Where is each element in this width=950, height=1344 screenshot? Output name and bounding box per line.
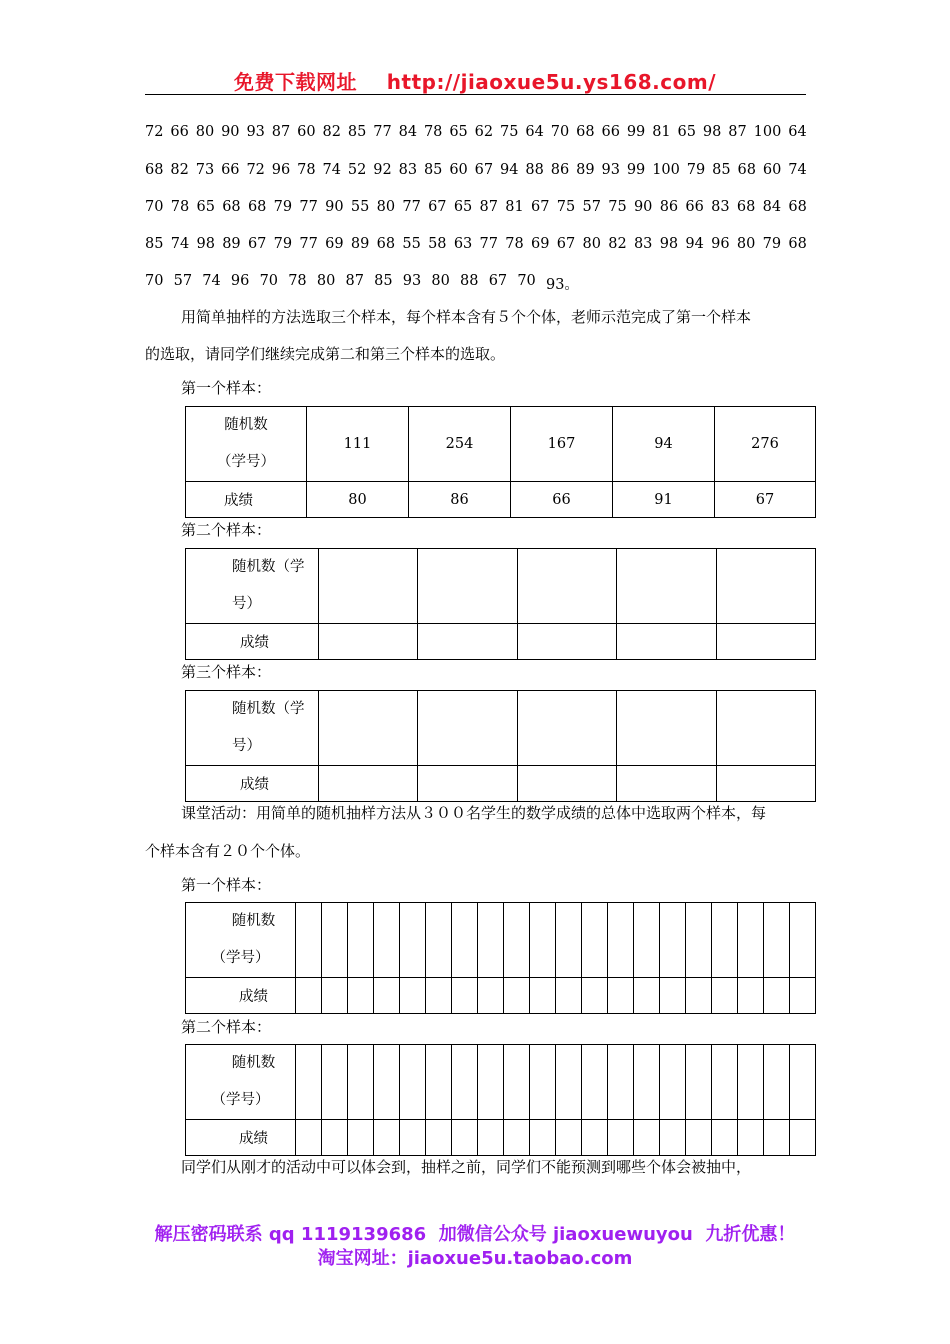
score-value: 96: [711, 236, 730, 252]
big2-random-label: [186, 1045, 296, 1120]
score-value: 66: [170, 124, 189, 140]
big1-random-cell[interactable]: [634, 903, 660, 978]
score-value: 75: [556, 199, 576, 215]
score-value: 75: [608, 199, 627, 215]
score-value: 80: [582, 236, 601, 252]
big1-score-cell[interactable]: [556, 978, 582, 1014]
big2-score-cell[interactable]: [582, 1120, 608, 1156]
score-value: 77: [402, 199, 421, 215]
big1-score-cell[interactable]: [426, 978, 452, 1014]
activity-line-1: 课堂活动：用简单的随机抽样方法从３００名学生的数学成绩的总体中选取两个样本，每: [181, 804, 767, 822]
score-value: 74: [322, 162, 341, 178]
score-value: 90: [633, 199, 653, 215]
score-value: 80: [431, 273, 450, 289]
score-value: 72: [246, 162, 265, 178]
sample2-random-cell[interactable]: [518, 549, 617, 624]
big1-random-cell[interactable]: [400, 903, 426, 978]
score-value: 89: [350, 236, 370, 252]
score-value: 65: [449, 124, 468, 140]
big1-random-cell[interactable]: [686, 903, 712, 978]
score-value: 70: [550, 124, 570, 140]
big1-score-cell[interactable]: [348, 978, 374, 1014]
score-value: 84: [398, 124, 418, 140]
big2-random-cell[interactable]: [452, 1045, 478, 1120]
score-value: 79: [273, 199, 293, 215]
score-value: 86: [550, 162, 570, 178]
conclusion-line: 同学们从刚才的活动中可以体会到，抽样之前，同学们不能预测到哪些个体会被抽中，: [181, 1158, 752, 1176]
score-value: 70: [259, 273, 279, 289]
sample2-score-label: 成绩: [186, 624, 319, 660]
score-value: 87: [271, 124, 291, 140]
score-value: 81: [652, 124, 671, 140]
sample3-random-cell[interactable]: [418, 691, 518, 766]
score-value: 83: [711, 199, 730, 215]
score-value: 93: [601, 162, 620, 178]
big1-score-cell[interactable]: [322, 978, 348, 1014]
big2-random-label-a: 随机数: [231, 1055, 276, 1071]
big2-score-cell[interactable]: [374, 1120, 400, 1156]
sample2-random-label-b: 号）: [232, 596, 261, 612]
big1-random-cell[interactable]: [582, 903, 608, 978]
score-value: 68: [737, 162, 756, 178]
score-value: 52: [347, 162, 367, 178]
activity-line-2: 个样本含有２０个个体。: [145, 842, 311, 860]
sample3-random-label-a: 随机数（学: [232, 701, 305, 717]
score-value: 72: [145, 124, 164, 140]
big2-random-cell[interactable]: [738, 1045, 764, 1120]
score-value: 68: [576, 124, 595, 140]
score-value: 85: [423, 162, 443, 178]
sample2-random-cell[interactable]: [717, 549, 816, 624]
score-value: 68: [145, 162, 164, 178]
score-value: 73: [195, 162, 215, 178]
score-value: 83: [633, 236, 653, 252]
big2-heading: 第二个样本：: [181, 1018, 272, 1036]
score-value: 92: [373, 162, 392, 178]
score-value: 68: [788, 236, 807, 252]
big1-score-cell[interactable]: [582, 978, 608, 1014]
big1-random-label-b: （学号）: [211, 950, 270, 966]
score-value: 66: [601, 124, 620, 140]
score-value: 77: [373, 124, 392, 140]
big2-random-cell[interactable]: [426, 1045, 452, 1120]
big2-random-cell[interactable]: [400, 1045, 426, 1120]
big2-score-cell[interactable]: [400, 1120, 426, 1156]
sample2-score-cell[interactable]: [617, 624, 717, 660]
score-value: 82: [608, 236, 627, 252]
sample1-score-label: 成绩: [186, 482, 307, 518]
score-line-4: [145, 236, 807, 252]
sample3-score-row: [186, 766, 816, 802]
instruction-line-1: 用简单抽样的方法选取三个样本，每个样本含有５个个体，老师示范完成了第一个样本: [181, 308, 752, 326]
big2-score-cell[interactable]: [686, 1120, 712, 1156]
big2-random-row: [186, 1045, 816, 1120]
score-value: 85: [374, 273, 393, 289]
sample2-score-cell[interactable]: [717, 624, 816, 660]
big2-score-cell[interactable]: [504, 1120, 530, 1156]
score-value: 62: [474, 124, 494, 140]
score-value: 100: [753, 124, 782, 140]
score-value: 87: [345, 273, 364, 289]
score-value: 58: [428, 236, 447, 252]
score-value: 64: [525, 124, 544, 140]
big1-score-cell[interactable]: [374, 978, 400, 1014]
big2-table: [185, 1044, 816, 1156]
score-value: 70: [145, 199, 164, 215]
score-value: 65: [453, 199, 473, 215]
big1-random-cell[interactable]: [452, 903, 478, 978]
big1-random-cell[interactable]: [374, 903, 400, 978]
sample3-random-cell[interactable]: [319, 691, 418, 766]
score-value: 68: [788, 199, 807, 215]
big2-random-cell[interactable]: [322, 1045, 348, 1120]
score-value: 80: [736, 236, 756, 252]
score-value: 89: [576, 162, 595, 178]
sample1-score-cell: 80: [307, 482, 409, 518]
big2-random-cell[interactable]: [296, 1045, 322, 1120]
score-value: 77: [299, 236, 318, 252]
score-value: 98: [196, 236, 215, 252]
big1-random-cell[interactable]: [738, 903, 764, 978]
big1-score-label: 成绩: [186, 978, 296, 1014]
sample1-score-cell: 91: [613, 482, 715, 518]
score-value: 69: [531, 236, 550, 252]
score-line-1: [145, 124, 807, 140]
big2-score-cell[interactable]: [712, 1120, 738, 1156]
score-value: 89: [222, 236, 241, 252]
big2-score-cell[interactable]: [426, 1120, 452, 1156]
sample3-heading: 第三个样本：: [181, 663, 272, 681]
score-value: 99: [626, 124, 646, 140]
score-value: 57: [173, 273, 193, 289]
sample1-random-row: [186, 407, 816, 482]
sample3-random-cell[interactable]: [518, 691, 617, 766]
sample3-score-cell[interactable]: [518, 766, 617, 802]
score-line-5: [145, 273, 807, 294]
big1-score-cell[interactable]: [504, 978, 530, 1014]
score-value: 67: [247, 236, 267, 252]
score-value: 99: [626, 162, 646, 178]
big2-score-cell[interactable]: [348, 1120, 374, 1156]
score-value: 60: [449, 162, 468, 178]
big2-random-cell[interactable]: [686, 1045, 712, 1120]
sample3-random-label-b: 号）: [232, 738, 261, 754]
sample1-table: [185, 406, 816, 518]
sample1-random-cell: 111: [307, 407, 409, 482]
sample3-random-cell[interactable]: [717, 691, 816, 766]
score-value: 60: [762, 162, 782, 178]
instruction-line-2: 的选取，请同学们继续完成第二和第三个样本的选取。: [145, 345, 506, 363]
score-value: 78: [288, 273, 307, 289]
big2-random-cell[interactable]: [764, 1045, 790, 1120]
sample2-random-cell[interactable]: [319, 549, 418, 624]
big2-random-cell[interactable]: [712, 1045, 738, 1120]
big2-random-cell[interactable]: [504, 1045, 530, 1120]
score-value: 69: [325, 236, 344, 252]
score-value: 68: [736, 199, 756, 215]
sample3-random-label: [186, 691, 319, 766]
score-value: 83: [398, 162, 418, 178]
big2-random-cell[interactable]: [582, 1045, 608, 1120]
score-value: 68: [376, 236, 396, 252]
big1-random-cell[interactable]: [660, 903, 686, 978]
score-value: 78: [170, 199, 190, 215]
score-value: 57: [582, 199, 601, 215]
big1-table: [185, 902, 816, 1014]
big2-random-cell[interactable]: [556, 1045, 582, 1120]
big1-random-cell[interactable]: [504, 903, 530, 978]
big2-score-cell[interactable]: [530, 1120, 556, 1156]
big1-heading: 第一个样本：: [181, 876, 272, 894]
header-divider: [145, 94, 806, 95]
sample1-score-row: [186, 482, 816, 518]
score-value: 67: [556, 236, 576, 252]
score-value: 67: [488, 273, 508, 289]
big2-score-cell[interactable]: [790, 1120, 816, 1156]
sample2-score-cell[interactable]: [418, 624, 518, 660]
big1-score-cell[interactable]: [712, 978, 738, 1014]
sample1-random-cell: 276: [715, 407, 816, 482]
score-value: 80: [376, 199, 396, 215]
score-value: 67: [428, 199, 447, 215]
big2-score-cell[interactable]: [452, 1120, 478, 1156]
big2-score-cell[interactable]: [322, 1120, 348, 1156]
big1-random-label: [186, 903, 296, 978]
sample1-heading: 第一个样本：: [181, 379, 272, 397]
big2-random-cell[interactable]: [608, 1045, 634, 1120]
big1-score-cell[interactable]: [400, 978, 426, 1014]
sample3-table: [185, 690, 816, 802]
sample3-random-cell[interactable]: [617, 691, 717, 766]
score-value: 79: [273, 236, 293, 252]
big1-score-cell[interactable]: [608, 978, 634, 1014]
score-value: 93: [402, 273, 422, 289]
score-value: 78: [423, 124, 443, 140]
big1-random-cell[interactable]: [426, 903, 452, 978]
big1-random-label-a: 随机数: [231, 913, 276, 929]
sample2-score-cell[interactable]: [518, 624, 617, 660]
score-value: 60: [297, 124, 316, 140]
score-value: 77: [479, 236, 498, 252]
score-value: 98: [659, 236, 679, 252]
score-value: 65: [677, 124, 696, 140]
big1-random-cell[interactable]: [712, 903, 738, 978]
big1-random-cell[interactable]: [296, 903, 322, 978]
sample1-score-cell: 66: [511, 482, 613, 518]
big1-score-cell[interactable]: [738, 978, 764, 1014]
big1-score-cell[interactable]: [634, 978, 660, 1014]
score-value: 68: [247, 199, 267, 215]
score-value: 94: [685, 236, 704, 252]
sample1-random-cell: 254: [409, 407, 511, 482]
score-value: 66: [685, 199, 704, 215]
score-value: 66: [221, 162, 240, 178]
sample2-random-cell[interactable]: [617, 549, 717, 624]
score-value: 55: [402, 236, 421, 252]
score-value: 90: [325, 199, 344, 215]
score-value: 67: [474, 162, 494, 178]
big1-score-cell[interactable]: [686, 978, 712, 1014]
score-value: 81: [505, 199, 524, 215]
score-value: 100: [652, 162, 680, 178]
big1-score-cell[interactable]: [296, 978, 322, 1014]
score-value: 70: [517, 273, 536, 289]
score-value: 77: [299, 199, 318, 215]
big1-score-cell[interactable]: [764, 978, 790, 1014]
big1-random-cell[interactable]: [530, 903, 556, 978]
score-value: 96: [271, 162, 291, 178]
big2-score-cell[interactable]: [764, 1120, 790, 1156]
big1-random-cell[interactable]: [764, 903, 790, 978]
score-value: 74: [202, 273, 221, 289]
score-value: 93: [246, 124, 265, 140]
score-value: 74: [788, 162, 807, 178]
big1-random-cell[interactable]: [478, 903, 504, 978]
sample2-heading: 第二个样本：: [181, 521, 272, 539]
score-value: 55: [350, 199, 370, 215]
sample3-score-cell[interactable]: [319, 766, 418, 802]
sample2-random-label-a: 随机数（学: [232, 559, 305, 575]
big1-score-cell[interactable]: [478, 978, 504, 1014]
sample1-random-label-a: 随机数: [224, 417, 268, 433]
score-value: 70: [145, 273, 164, 289]
big1-score-row: [186, 978, 816, 1014]
big1-score-cell[interactable]: [790, 978, 816, 1014]
sample2-random-label: [186, 549, 319, 624]
score-value: 75: [500, 124, 519, 140]
sample1-score-cell: 67: [715, 482, 816, 518]
big2-score-cell[interactable]: [738, 1120, 764, 1156]
big2-random-cell[interactable]: [478, 1045, 504, 1120]
sample2-score-cell[interactable]: [319, 624, 418, 660]
score-value: 88: [460, 273, 479, 289]
score-value: 90: [221, 124, 240, 140]
score-value: 79: [686, 162, 706, 178]
big1-score-cell[interactable]: [452, 978, 478, 1014]
big1-random-cell[interactable]: [608, 903, 634, 978]
score-value: 82: [170, 162, 189, 178]
big2-random-label-b: （学号）: [211, 1092, 270, 1108]
score-value: 84: [762, 199, 782, 215]
sample1-random-label-b: （学号）: [217, 454, 275, 470]
score-value: 96: [230, 273, 250, 289]
sample3-score-cell[interactable]: [717, 766, 816, 802]
sample3-score-label: 成绩: [186, 766, 319, 802]
score-value: 86: [659, 199, 679, 215]
footer-shop-url: 淘宝网址：jiaoxue5u.taobao.com: [317, 1248, 633, 1269]
header-download-url: 免费下载网址 http://jiaoxue5u.ys168.com/: [233, 70, 717, 94]
big2-score-cell[interactable]: [296, 1120, 322, 1156]
score-value: 98: [702, 124, 722, 140]
sample2-random-row: [186, 549, 816, 624]
score-value: 65: [196, 199, 215, 215]
big1-score-cell[interactable]: [660, 978, 686, 1014]
big2-score-cell[interactable]: [556, 1120, 582, 1156]
score-value: 87: [728, 124, 747, 140]
score-value: 85: [145, 236, 164, 252]
big1-random-cell[interactable]: [556, 903, 582, 978]
sample2-table: [185, 548, 816, 660]
score-value: 85: [712, 162, 731, 178]
score-value: 93。: [545, 277, 579, 293]
score-value: 94: [500, 162, 519, 178]
score-line-3: [145, 199, 807, 215]
big2-score-cell[interactable]: [660, 1120, 686, 1156]
score-value: 82: [322, 124, 341, 140]
big1-random-cell[interactable]: [790, 903, 816, 978]
big1-random-row: [186, 903, 816, 978]
sample2-random-cell[interactable]: [418, 549, 518, 624]
big2-random-cell[interactable]: [660, 1045, 686, 1120]
big1-random-cell[interactable]: [322, 903, 348, 978]
score-line-2: [145, 162, 807, 178]
score-value: 74: [170, 236, 190, 252]
sample2-score-row: [186, 624, 816, 660]
score-value: 78: [297, 162, 316, 178]
score-value: 78: [505, 236, 524, 252]
sample3-random-row: [186, 691, 816, 766]
score-value: 67: [531, 199, 550, 215]
score-value: 68: [222, 199, 241, 215]
big2-random-cell[interactable]: [530, 1045, 556, 1120]
score-value: 79: [762, 236, 782, 252]
sample1-score-cell: 86: [409, 482, 511, 518]
big2-score-cell[interactable]: [608, 1120, 634, 1156]
big2-random-cell[interactable]: [374, 1045, 400, 1120]
footer-contact: 解压密码联系 qq 1119139686 加微信公众号 jiaoxuewuyou 九折优惠！: [154, 1224, 796, 1245]
big2-score-row: [186, 1120, 816, 1156]
sample1-random-cell: 167: [511, 407, 613, 482]
score-value: 64: [788, 124, 807, 140]
score-value: 87: [479, 199, 498, 215]
sample3-score-cell[interactable]: [418, 766, 518, 802]
score-value: 63: [453, 236, 473, 252]
sample1-random-label: [186, 407, 307, 482]
score-value: 80: [195, 124, 215, 140]
score-value: 88: [525, 162, 544, 178]
sample1-random-cell: 94: [613, 407, 715, 482]
big2-score-label: 成绩: [186, 1120, 296, 1156]
big2-score-cell[interactable]: [634, 1120, 660, 1156]
big2-score-cell[interactable]: [478, 1120, 504, 1156]
score-value: 80: [316, 273, 336, 289]
sample3-score-cell[interactable]: [617, 766, 717, 802]
big1-score-cell[interactable]: [530, 978, 556, 1014]
big1-random-cell[interactable]: [348, 903, 374, 978]
big2-random-cell[interactable]: [634, 1045, 660, 1120]
big2-random-cell[interactable]: [348, 1045, 374, 1120]
score-value: 85: [347, 124, 367, 140]
big2-random-cell[interactable]: [790, 1045, 816, 1120]
